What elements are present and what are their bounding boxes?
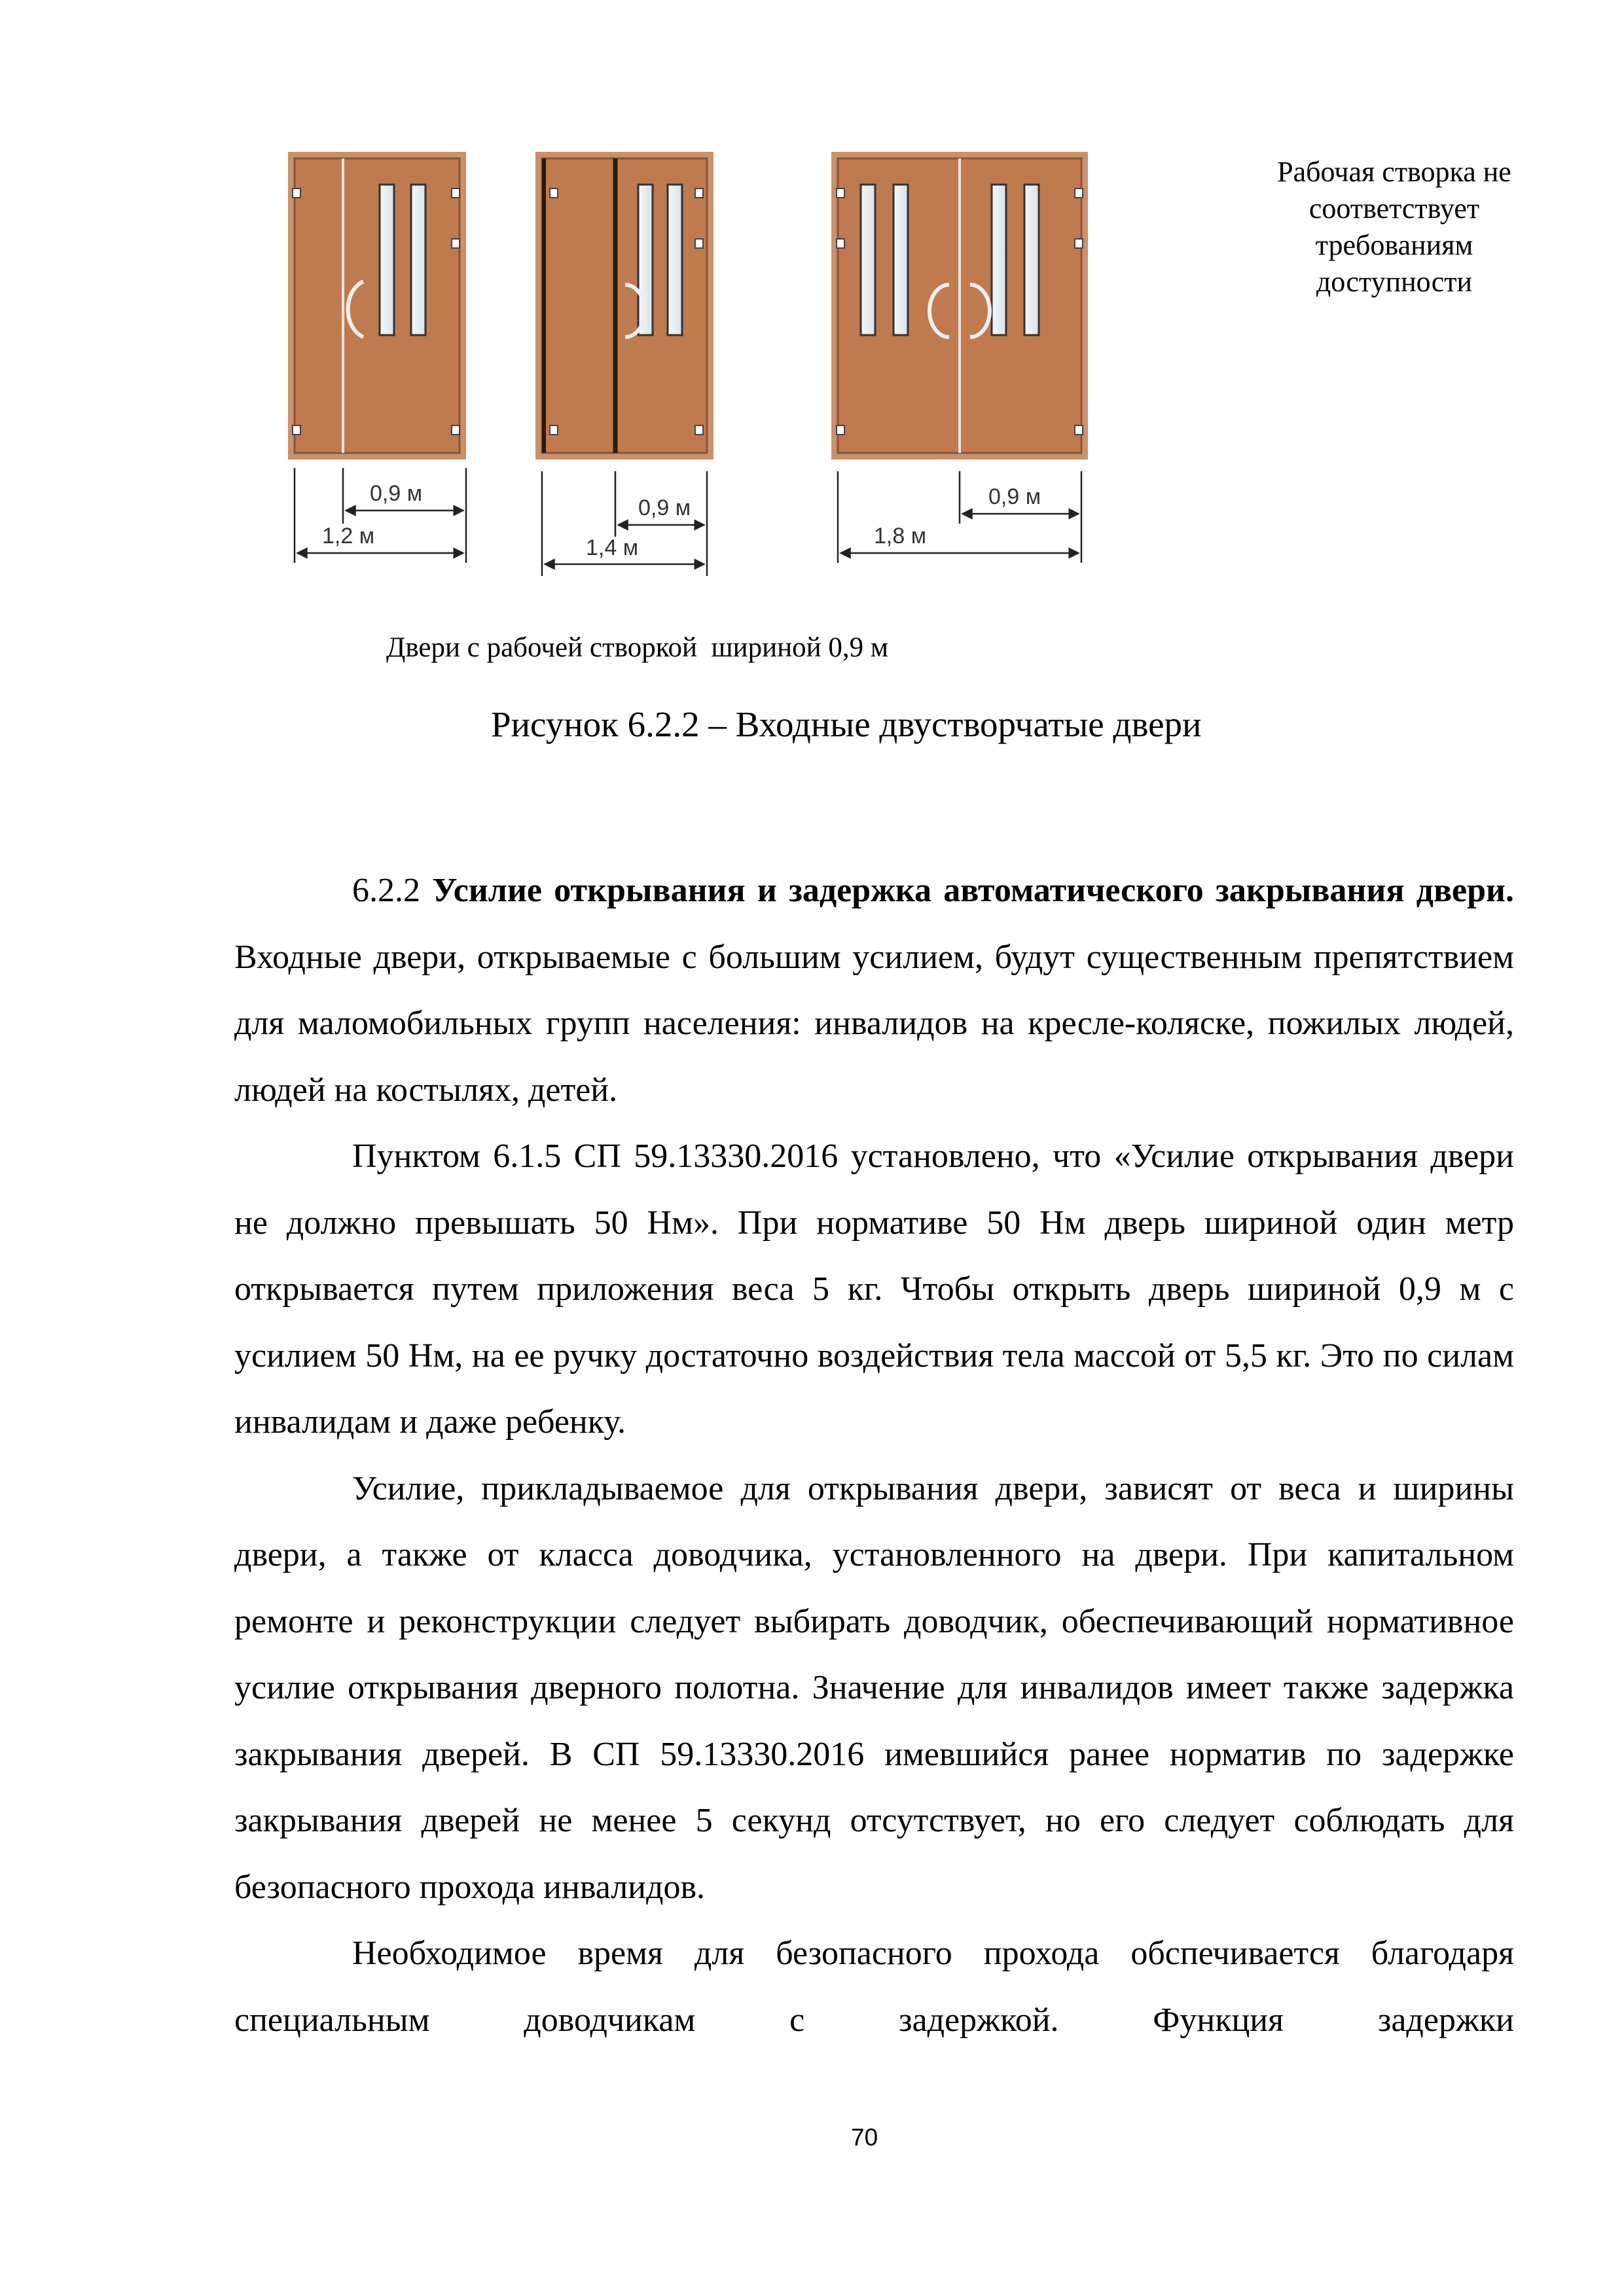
paragraph-1 [234, 857, 1514, 1123]
paragraph-2: Пунктом 6.1.5 СП 59.13330.2016 установлено, что «Усилие открывания двери не должно превышать 50 Нм». При нормативе 50 Нм дверь шириной один метр открывается путем приложения веса 5 кг. Чтобы открыть дверь шириной 0,9 м с усилием 50 Нм, на ее ручку достаточно воздействия тела массой от 5,5 кг. Это по силам инвалидам и даже ребенку. [234, 1138, 1514, 1441]
door-2-total-width: 1,4 м [586, 535, 639, 560]
paragraph-1-text: Входные двери, открываемые с большим усилием, будут существенным препятствием для маломобильных групп населения: инвалидов на кресле-коляске, пожилых людей, людей на костылях, детей. [234, 938, 1514, 1109]
body-text [234, 857, 1514, 2053]
note-line: соответствует [1308, 192, 1480, 224]
section-heading: Усилие открывания и задержка автоматического закрывания двери. [432, 872, 1515, 909]
section-number: 6.2.2 [352, 872, 433, 909]
door-2-leaf-width: 0,9 м [638, 495, 691, 520]
door-3-total-width: 1,8 м [874, 524, 927, 548]
door-1-leaf-width: 0,9 м [370, 481, 423, 506]
note-line: доступности [1316, 266, 1473, 298]
door-1 [288, 152, 466, 459]
door-figure [275, 144, 1119, 576]
figure-caption: Рисунок 6.2.2 – Входные двустворчатые двери [491, 704, 1202, 744]
door-3-leaf-width: 0,9 м [988, 484, 1041, 509]
door-2 [535, 152, 713, 459]
door-1-total-width: 1,2 м [322, 524, 375, 548]
page-number: 70 [851, 2124, 878, 2151]
note-line: требованиям [1315, 229, 1473, 261]
figure-note [1159, 154, 1624, 300]
door-3 [831, 152, 1088, 459]
figure-subcaption: Двери с рабочей створкой шириной 0,9 м [386, 632, 889, 663]
paragraph-4: Необходимое время для безопасного прохода обспечивается благодаря специальным доводчикам с задержкой. Функция задержки [234, 1935, 1514, 2039]
paragraph-3: Усилие, прикладываемое для открывания двери, зависят от веса и ширины двери, а также от класса доводчика, установленного на двери. При капитальном ремонте и реконструкции следует выбирать доводчик, обеспечивающий нормативное усилие открывания дверного полотна. Значение для инвалидов имеет также задержка закрывания дверей. В СП 59.13330.2016 имевшийся ранее норматив по задержке закрывания дверей не менее 5 секунд отсутствует, но его следует соблюдать для безопасного прохода инвалидов. [234, 1469, 1514, 1906]
note-line: Рабочая створка не [1277, 156, 1511, 188]
